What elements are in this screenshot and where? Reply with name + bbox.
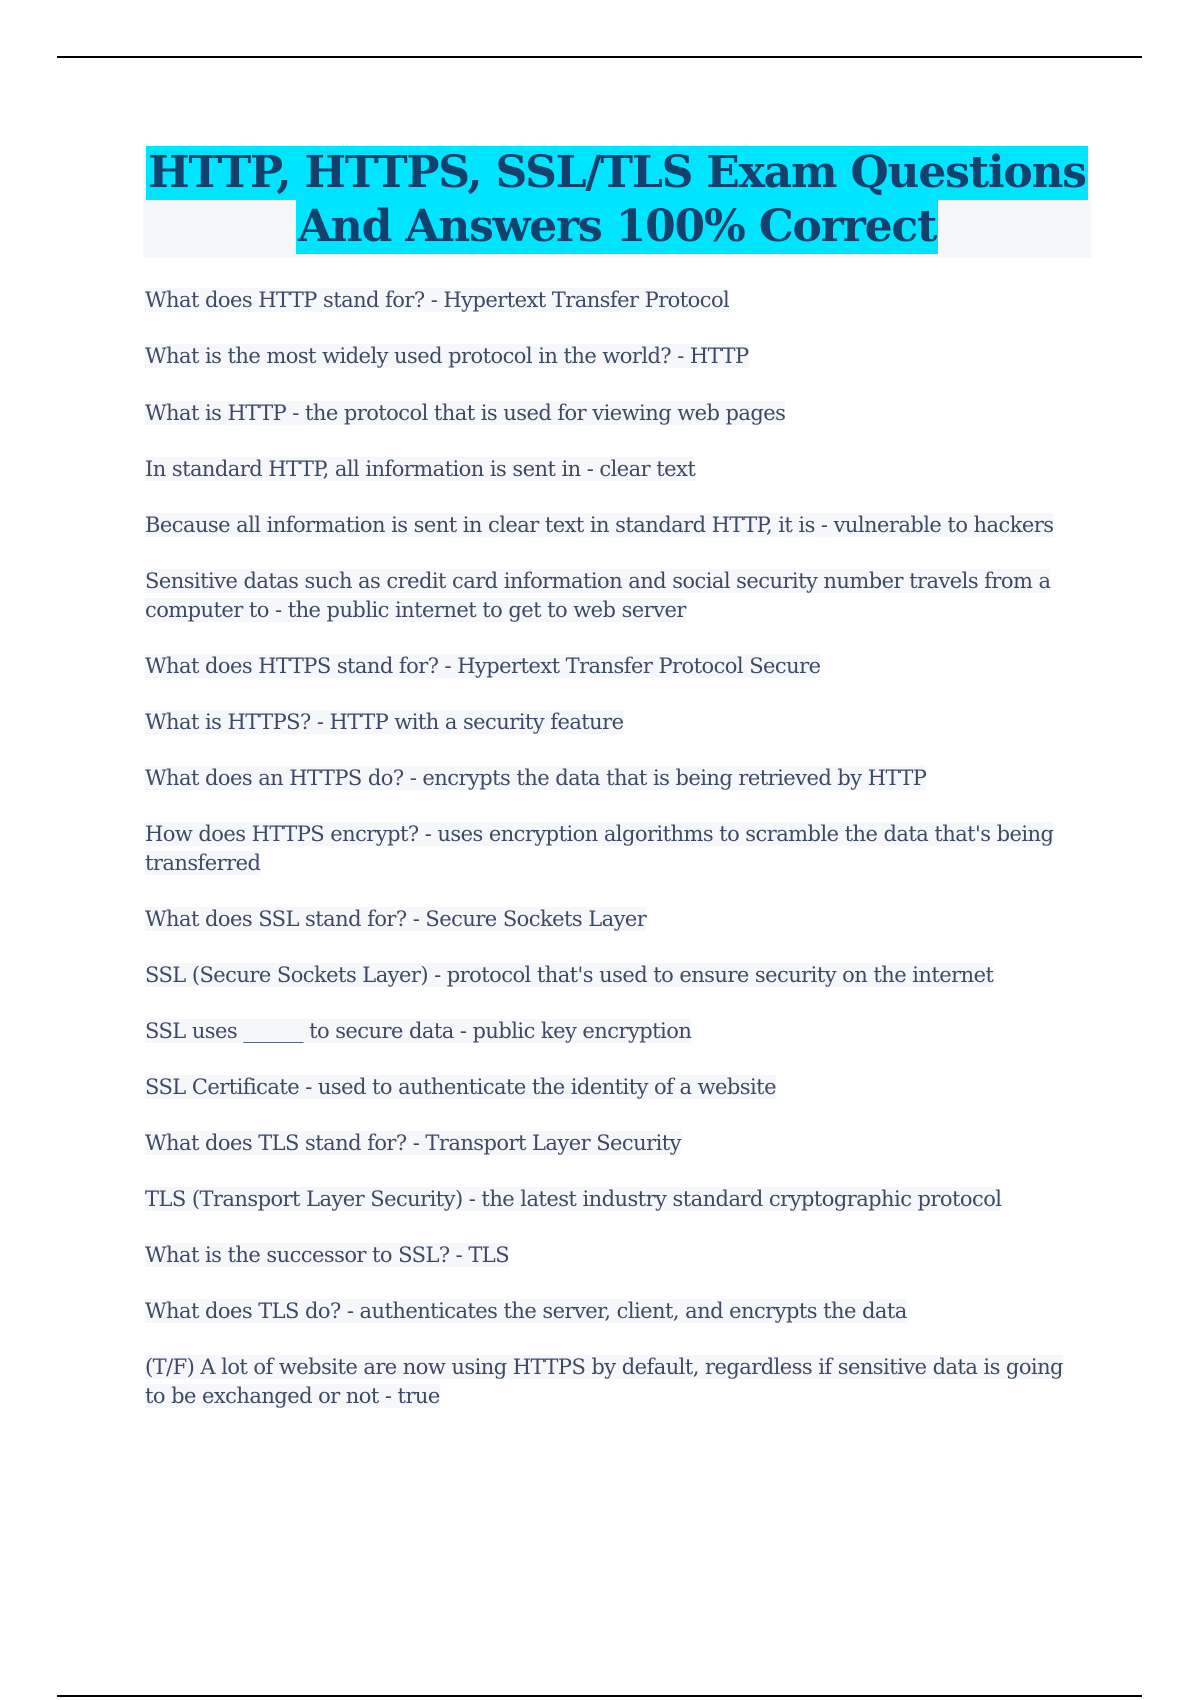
qa-item: What does HTTP stand for? - Hypertext Transfer Protocol: [145, 288, 730, 312]
bottom-rule: [57, 1695, 1142, 1697]
top-rule: [57, 56, 1142, 58]
qa-item: What is HTTP - the protocol that is used for viewing web pages: [145, 401, 786, 425]
qa-item: What does TLS do? - authenticates the server, client, and encrypts the data: [145, 1299, 907, 1323]
qa-list: [145, 286, 1075, 1411]
qa-item: TLS (Transport Layer Security) - the latest industry standard cryptographic protocol: [145, 1187, 1002, 1211]
qa-item: What is HTTPS? - HTTP with a security feature: [145, 710, 624, 734]
title-block: [143, 146, 1091, 258]
qa-item: How does HTTPS encrypt? - uses encryption algorithms to scramble the data that's being transferred: [145, 822, 1054, 875]
qa-item: What is the most widely used protocol in the world? - HTTP: [145, 344, 749, 368]
qa-item: Because all information is sent in clear text in standard HTTP, it is - vulnerable to hackers: [145, 513, 1054, 537]
qa-item: SSL uses ______ to secure data - public key encryption: [145, 1019, 692, 1043]
qa-item: What is the successor to SSL? - TLS: [145, 1243, 510, 1267]
qa-item: In standard HTTP, all information is sent in - clear text: [145, 457, 696, 481]
page-title-line-1: HTTP, HTTPS, SSL/TLS Exam Questions: [148, 147, 1086, 198]
page-title-line-2: And Answers 100% Correct: [297, 201, 937, 252]
qa-item: SSL (Secure Sockets Layer) - protocol that's used to ensure security on the internet: [145, 963, 994, 987]
qa-item: Sensitive datas such as credit card information and social security number travels from a computer to - the public internet to get to web server: [145, 569, 1051, 622]
qa-item: (T/F) A lot of website are now using HTTPS by default, regardless if sensitive data is going to be exchanged or not - true: [145, 1355, 1063, 1408]
qa-item: What does an HTTPS do? - encrypts the data that is being retrieved by HTTP: [145, 766, 927, 790]
qa-item: What does TLS stand for? - Transport Layer Security: [145, 1131, 681, 1155]
qa-item: SSL Certificate - used to authenticate the identity of a website: [145, 1075, 776, 1099]
qa-item: What does HTTPS stand for? - Hypertext Transfer Protocol Secure: [145, 654, 821, 678]
qa-item: What does SSL stand for? - Secure Sockets Layer: [145, 907, 647, 931]
